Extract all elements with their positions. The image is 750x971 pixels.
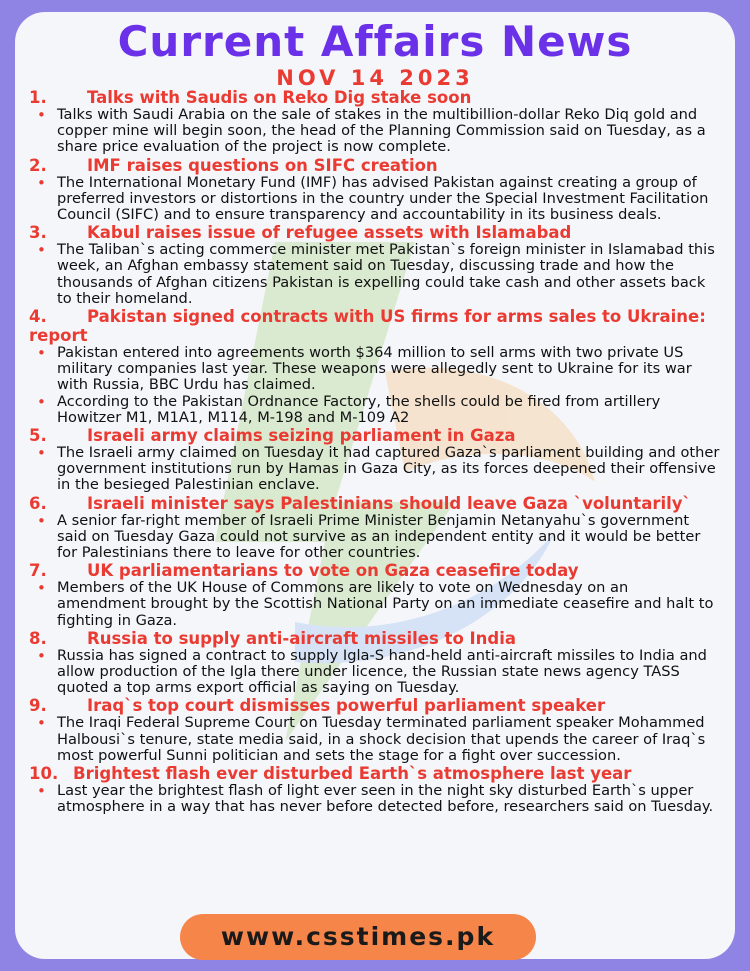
news-bullet: • A senior far-right member of Israeli Prime Minister Benjamin Netanyahu`s government said on Tuesday Gaza could not survive as an independent entity and it would be better for Palestinians there to leave for other countries. xyxy=(29,513,721,562)
news-title xyxy=(29,494,721,513)
item-number: 7. xyxy=(29,561,47,581)
news-title xyxy=(29,764,721,783)
news-headline: Iraq`s top court dismisses powerful parliament speaker xyxy=(87,696,606,716)
news-title xyxy=(29,426,721,445)
news-item-10 xyxy=(29,764,721,815)
item-number: 1. xyxy=(29,88,47,107)
news-item-1 xyxy=(29,88,721,156)
news-title xyxy=(29,307,721,345)
website-link[interactable]: www.csstimes.pk xyxy=(180,914,536,960)
news-bullet: • Pakistan entered into agreements worth $364 million to sell arms with two private US military companies last year. These weapons were allegedly sent to Ukraine for its war with Russia, BBC Urdu has claimed. xyxy=(29,345,721,394)
news-item-2 xyxy=(29,156,721,224)
news-card xyxy=(15,12,735,959)
news-headline: Kabul raises issue of refugee assets with Islamabad xyxy=(87,223,572,243)
item-number: 9. xyxy=(29,696,47,716)
news-title xyxy=(29,88,721,107)
news-bullet: • The Iraqi Federal Supreme Court on Tuesday terminated parliament speaker Mohammed Halbousi`s tenure, state media said, in a shock decision that upends the career of Iraq`s most powerful Sunni politician and sets the stage for a fight over succession. xyxy=(29,715,721,764)
item-number: 8. xyxy=(29,628,47,648)
item-number: 2. xyxy=(29,155,47,175)
news-bullet: • Last year the brightest flash of light ever seen in the night sky disturbed Earth`s upper atmosphere in a way that has never before detected before, researchers said on Tuesday. xyxy=(29,783,721,815)
item-number: 6. xyxy=(29,493,47,513)
item-number: 10. xyxy=(29,764,59,784)
news-title xyxy=(29,156,721,175)
news-headline: Russia to supply anti-aircraft missiles to India xyxy=(87,628,517,648)
news-bullet: • The International Monetary Fund (IMF) has advised Pakistan against creating a group of preferred investors or distortions in the country under the Special Investment Facilitation Council (SIFC) and to ensure transparency and accountability in its business deals. xyxy=(29,175,721,224)
news-date: NOV 14 2023 xyxy=(276,66,474,90)
news-bullet: • According to the Pakistan Ordnance Factory, the shells could be fired from artillery Howitzer M1, M1A1, M114, M-198 and M-109 A2 xyxy=(29,394,721,426)
news-bullet: • Talks with Saudi Arabia on the sale of stakes in the multibillion-dollar Reko Diq gold and copper mine will begin soon, the head of the Planning Commission said on Tuesday, as a share price evaluation of the project is now complete. xyxy=(29,107,721,156)
news-bullet: • Russia has signed a contract to supply Igla-S hand-held anti-aircraft missiles to India and allow production of the Igla there under licence, the Russian state news agency TASS quoted a top arms export official as saying on Tuesday. xyxy=(29,648,721,697)
news-headline: UK parliamentarians to vote on Gaza ceasefire today xyxy=(87,561,579,581)
news-headline: Talks with Saudis on Reko Dig stake soon xyxy=(87,88,472,107)
news-item-9 xyxy=(29,696,721,764)
news-title xyxy=(29,561,721,580)
news-bullet: • Members of the UK House of Commons are likely to vote on Wednesday on an amendment brought by the Scottish National Party on an immediate ceasefire and halt to fighting in Gaza. xyxy=(29,580,721,629)
news-list xyxy=(15,88,735,816)
news-item-7 xyxy=(29,561,721,629)
news-title xyxy=(29,629,721,648)
item-number: 3. xyxy=(29,223,47,243)
news-bullet: • The Israeli army claimed on Tuesday it had captured Gaza`s parliament building and other government institutions run by Hamas in Gaza City, as its forces deepened their offensive in the besieged Palestinian enclave. xyxy=(29,445,721,494)
header xyxy=(15,12,735,88)
news-headline: Israeli minister says Palestinians should leave Gaza `voluntarily` xyxy=(87,493,691,513)
news-title xyxy=(29,696,721,715)
news-headline: IMF raises questions on SIFC creation xyxy=(87,155,438,175)
news-item-4 xyxy=(29,307,721,426)
page-title: Current Affairs News xyxy=(117,17,633,66)
item-number: 4. xyxy=(29,307,47,327)
news-item-5 xyxy=(29,426,721,494)
news-headline: Pakistan signed contracts with US firms for arms sales to Ukraine: report xyxy=(29,307,706,346)
news-item-6 xyxy=(29,494,721,562)
news-item-8 xyxy=(29,629,721,697)
news-item-3 xyxy=(29,223,721,307)
news-headline: Brightest flash ever disturbed Earth`s atmosphere last year xyxy=(73,764,632,784)
news-title xyxy=(29,223,721,242)
news-bullet: • The Taliban`s acting commerce minister met Pakistan`s foreign minister in Islamabad this week, an Afghan embassy statement said on Tuesday, discussing trade and how the thousands of Afghan citizens Pakistan is expelling could take cash and other assets back to their homeland. xyxy=(29,242,721,307)
news-headline: Israeli army claims seizing parliament in Gaza xyxy=(87,426,516,446)
item-number: 5. xyxy=(29,426,47,446)
